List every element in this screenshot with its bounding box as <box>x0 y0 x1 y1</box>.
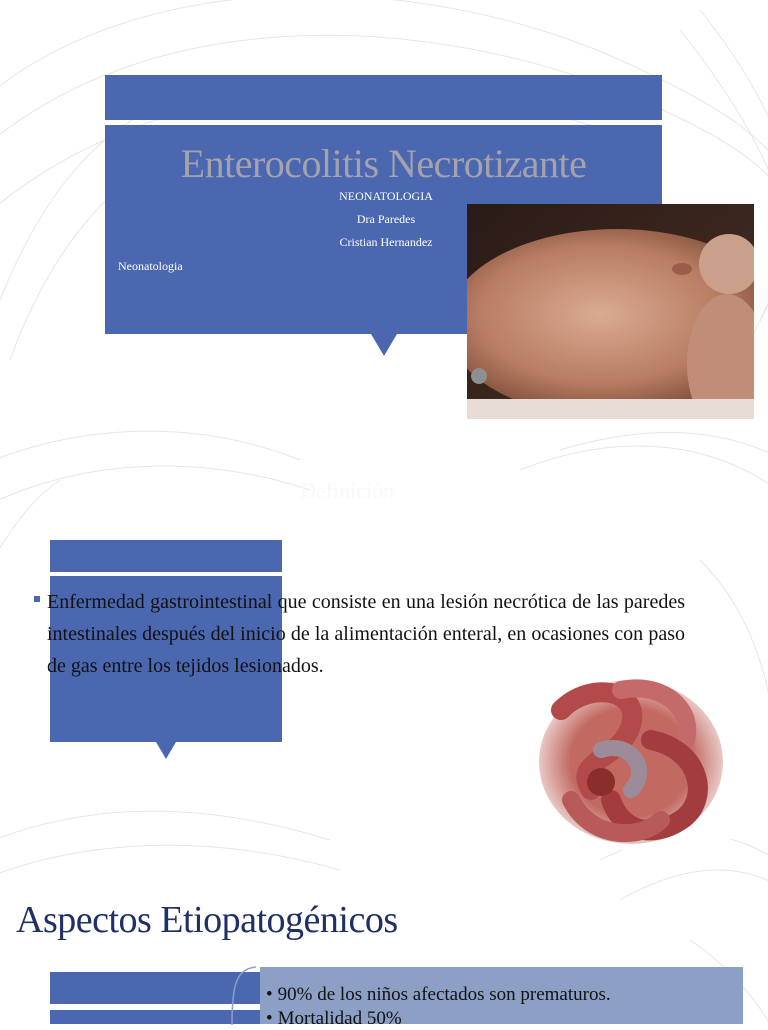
title-panel-pointer <box>371 334 397 356</box>
bracket-arc <box>228 965 258 1025</box>
subtitle-line-department: NEONATOLOGIA <box>339 189 433 203</box>
etiopathogenic-title: Aspectos Etiopatogénicos <box>16 899 398 941</box>
neonate-abdomen-photo <box>467 204 754 419</box>
bullet-text: 90% de los niños afectados son prematuros. <box>277 984 611 1005</box>
bullet-item <box>266 1008 402 1030</box>
definition-text: Enfermedad gastrointestinal que consiste en una lesión necrótica de las paredes intestinales después del inicio de la alimentación enteral, en ocasiones con paso de gas entre los tejidos lesionados. <box>47 591 685 677</box>
presentation-title: Enterocolitis Necrotizante <box>180 141 587 186</box>
bullet-dot-icon: • <box>266 1008 273 1029</box>
bullet-text: Mortalidad 50% <box>277 1008 402 1029</box>
intestine-photo <box>531 670 731 850</box>
square-bullet-icon <box>34 596 40 602</box>
definition-panel-pointer <box>156 742 176 759</box>
subtitle-line-author: Cristian Hernandez <box>339 235 433 249</box>
title-slide-top-bar <box>105 75 662 120</box>
definition-heading-faint: Definición <box>300 478 395 503</box>
bullet-item <box>266 984 611 1006</box>
footer-label: Neonatologia <box>118 259 183 273</box>
subtitle-line-professor: Dra Paredes <box>356 212 416 226</box>
definition-top-bar <box>50 540 282 572</box>
bullet-dot-icon: • <box>266 984 273 1005</box>
